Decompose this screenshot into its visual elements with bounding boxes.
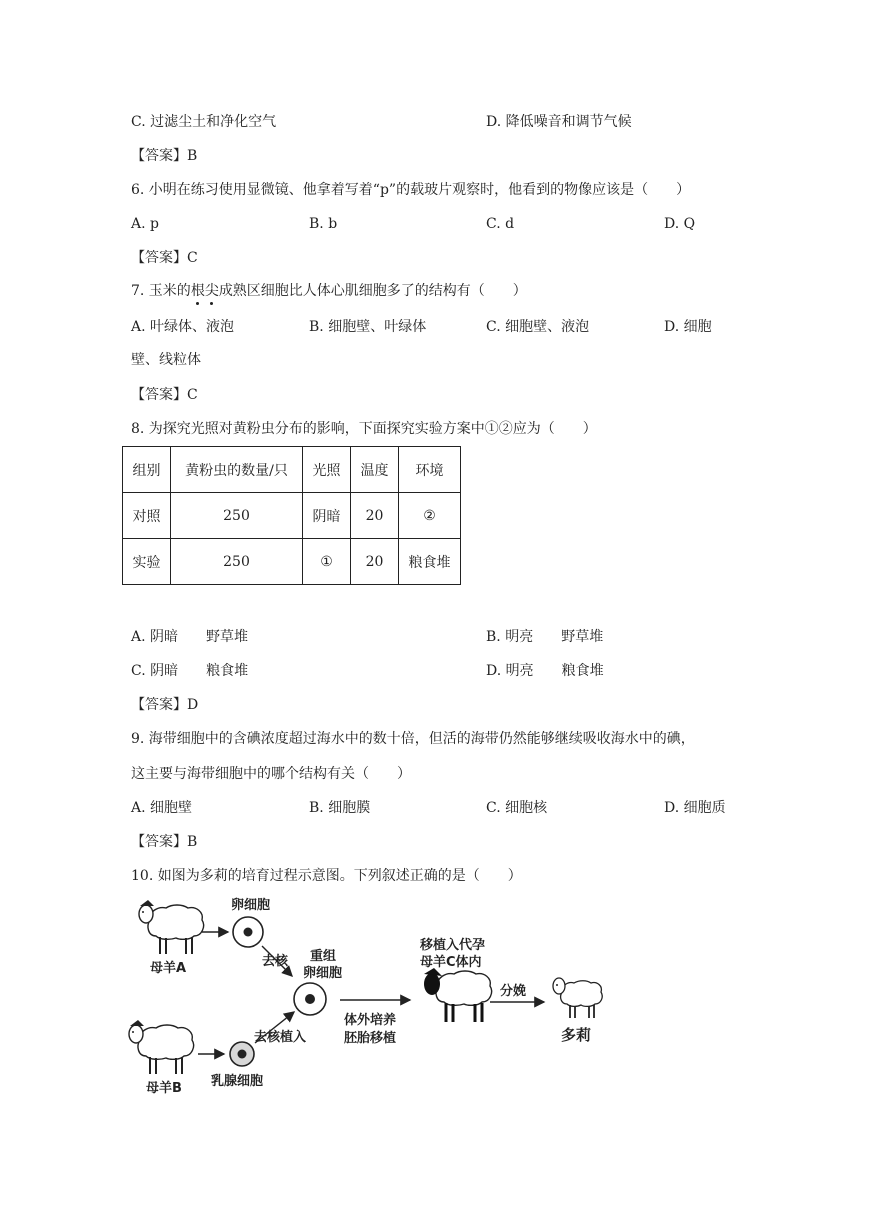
q7-stem-post: 成熟区细胞比人体心肌细胞多了的结构有（ ）: [218, 283, 527, 299]
table-cell: 250: [171, 539, 303, 585]
q5-option-d: D. 降低噪音和调节气候: [486, 114, 632, 130]
q7-emph-char-1: 根: [190, 283, 205, 299]
label-recombined-1: 重组: [310, 949, 337, 964]
label-recombined-2: 卵细胞: [303, 966, 343, 981]
q6-option-a: A. p: [131, 216, 159, 232]
label-enucleate-implant: 去核植入: [254, 1030, 307, 1045]
q8-option-c: C. 阴暗 粮食堆: [131, 663, 249, 679]
q7-option-b: B. 细胞壁、叶绿体: [309, 319, 427, 335]
surrogate-sheep-c-icon: [424, 968, 492, 1022]
q8-option-b: B. 明亮 野草堆: [486, 629, 604, 645]
q6-stem: 6. 小明在练习使用显微镜、他拿着写着“p”的载玻片观察时，他看到的物像应该是（ ）: [131, 182, 691, 198]
label-sheep-b: 母羊B: [146, 1081, 182, 1096]
q5-answer: 【答案】B: [131, 148, 198, 164]
sheep-b-icon: [129, 1020, 194, 1074]
q7-option-d: D. 细胞: [664, 319, 712, 335]
label-sheep-a: 母羊A: [150, 961, 187, 976]
q10-stem: 10. 如图为多莉的培育过程示意图。下列叙述正确的是（ ）: [131, 868, 522, 884]
egg-cell-icon: [233, 917, 263, 947]
label-culture-2: 胚胎移植: [344, 1031, 397, 1046]
q6-answer: 【答案】C: [131, 250, 198, 266]
q7-emph-char-2: 尖: [204, 283, 219, 299]
q5-option-c: C. 过滤尘土和净化空气: [131, 114, 277, 130]
table-header-cell: 组别: [123, 447, 171, 493]
table-header-cell: 温度: [351, 447, 399, 493]
table-cell: 实验: [123, 539, 171, 585]
table-header-cell: 黄粉虫的数量/只: [171, 447, 303, 493]
q7-option-d-continued: 壁、线粒体: [131, 352, 201, 368]
q8-option-a: A. 阴暗 野草堆: [131, 629, 249, 645]
table-header-cell: 环境: [399, 447, 461, 493]
label-mammary-cell: 乳腺细胞: [211, 1074, 264, 1089]
label-surrogate-1: 移植入代孕: [420, 938, 486, 953]
q7-option-a: A. 叶绿体、液泡: [131, 319, 235, 335]
label-birth: 分娩: [500, 984, 527, 999]
table-cell: 阴暗: [303, 493, 351, 539]
mammary-cell-icon: [230, 1042, 254, 1066]
q6-option-d: D. Q: [664, 216, 696, 232]
table-cell: 20: [351, 493, 399, 539]
q7-option-c: C. 细胞壁、液泡: [486, 319, 590, 335]
label-culture-1: 体外培养: [344, 1013, 397, 1028]
sheep-a-icon: [139, 900, 204, 954]
label-remove-nucleus: 去核: [262, 954, 289, 969]
q9-stem-line-2: 这主要与海带细胞中的哪个结构有关（ ）: [131, 766, 411, 782]
q6-option-c: C. d: [486, 216, 515, 232]
table-cell: 对照: [123, 493, 171, 539]
table-cell: 20: [351, 539, 399, 585]
q9-option-b: B. 细胞膜: [309, 800, 371, 816]
q8-answer: 【答案】D: [131, 697, 199, 713]
q9-option-d: D. 细胞质: [664, 800, 726, 816]
table-cell: 粮食堆: [399, 539, 461, 585]
label-egg-cell: 卵细胞: [231, 898, 271, 913]
table-cell: 250: [171, 493, 303, 539]
table-cell: ②: [399, 493, 461, 539]
dolly-lamb-icon: [553, 978, 602, 1018]
table-cell: ①: [303, 539, 351, 585]
q8-option-d: D. 明亮 粮食堆: [486, 663, 604, 679]
recombined-egg-icon: [294, 983, 326, 1015]
table-header-cell: 光照: [303, 447, 351, 493]
label-surrogate-2: 母羊C体内: [420, 955, 482, 970]
label-dolly: 多莉: [561, 1026, 592, 1044]
q9-stem-line-1: 9. 海带细胞中的含碘浓度超过海水中的数十倍，但活的海带仍然能够继续吸收海水中的碘，: [131, 731, 695, 747]
q9-answer: 【答案】B: [131, 834, 198, 850]
q6-option-b: B. b: [309, 216, 338, 232]
q7-answer: 【答案】C: [131, 387, 198, 403]
q8-stem: 8. 为探究光照对黄粉虫分布的影响，下面探究实验方案中①②应为（ ）: [131, 421, 597, 437]
q9-option-a: A. 细胞壁: [131, 800, 193, 816]
q7-stem-pre: 7. 玉米的: [131, 283, 191, 299]
q9-option-c: C. 细胞核: [486, 800, 548, 816]
